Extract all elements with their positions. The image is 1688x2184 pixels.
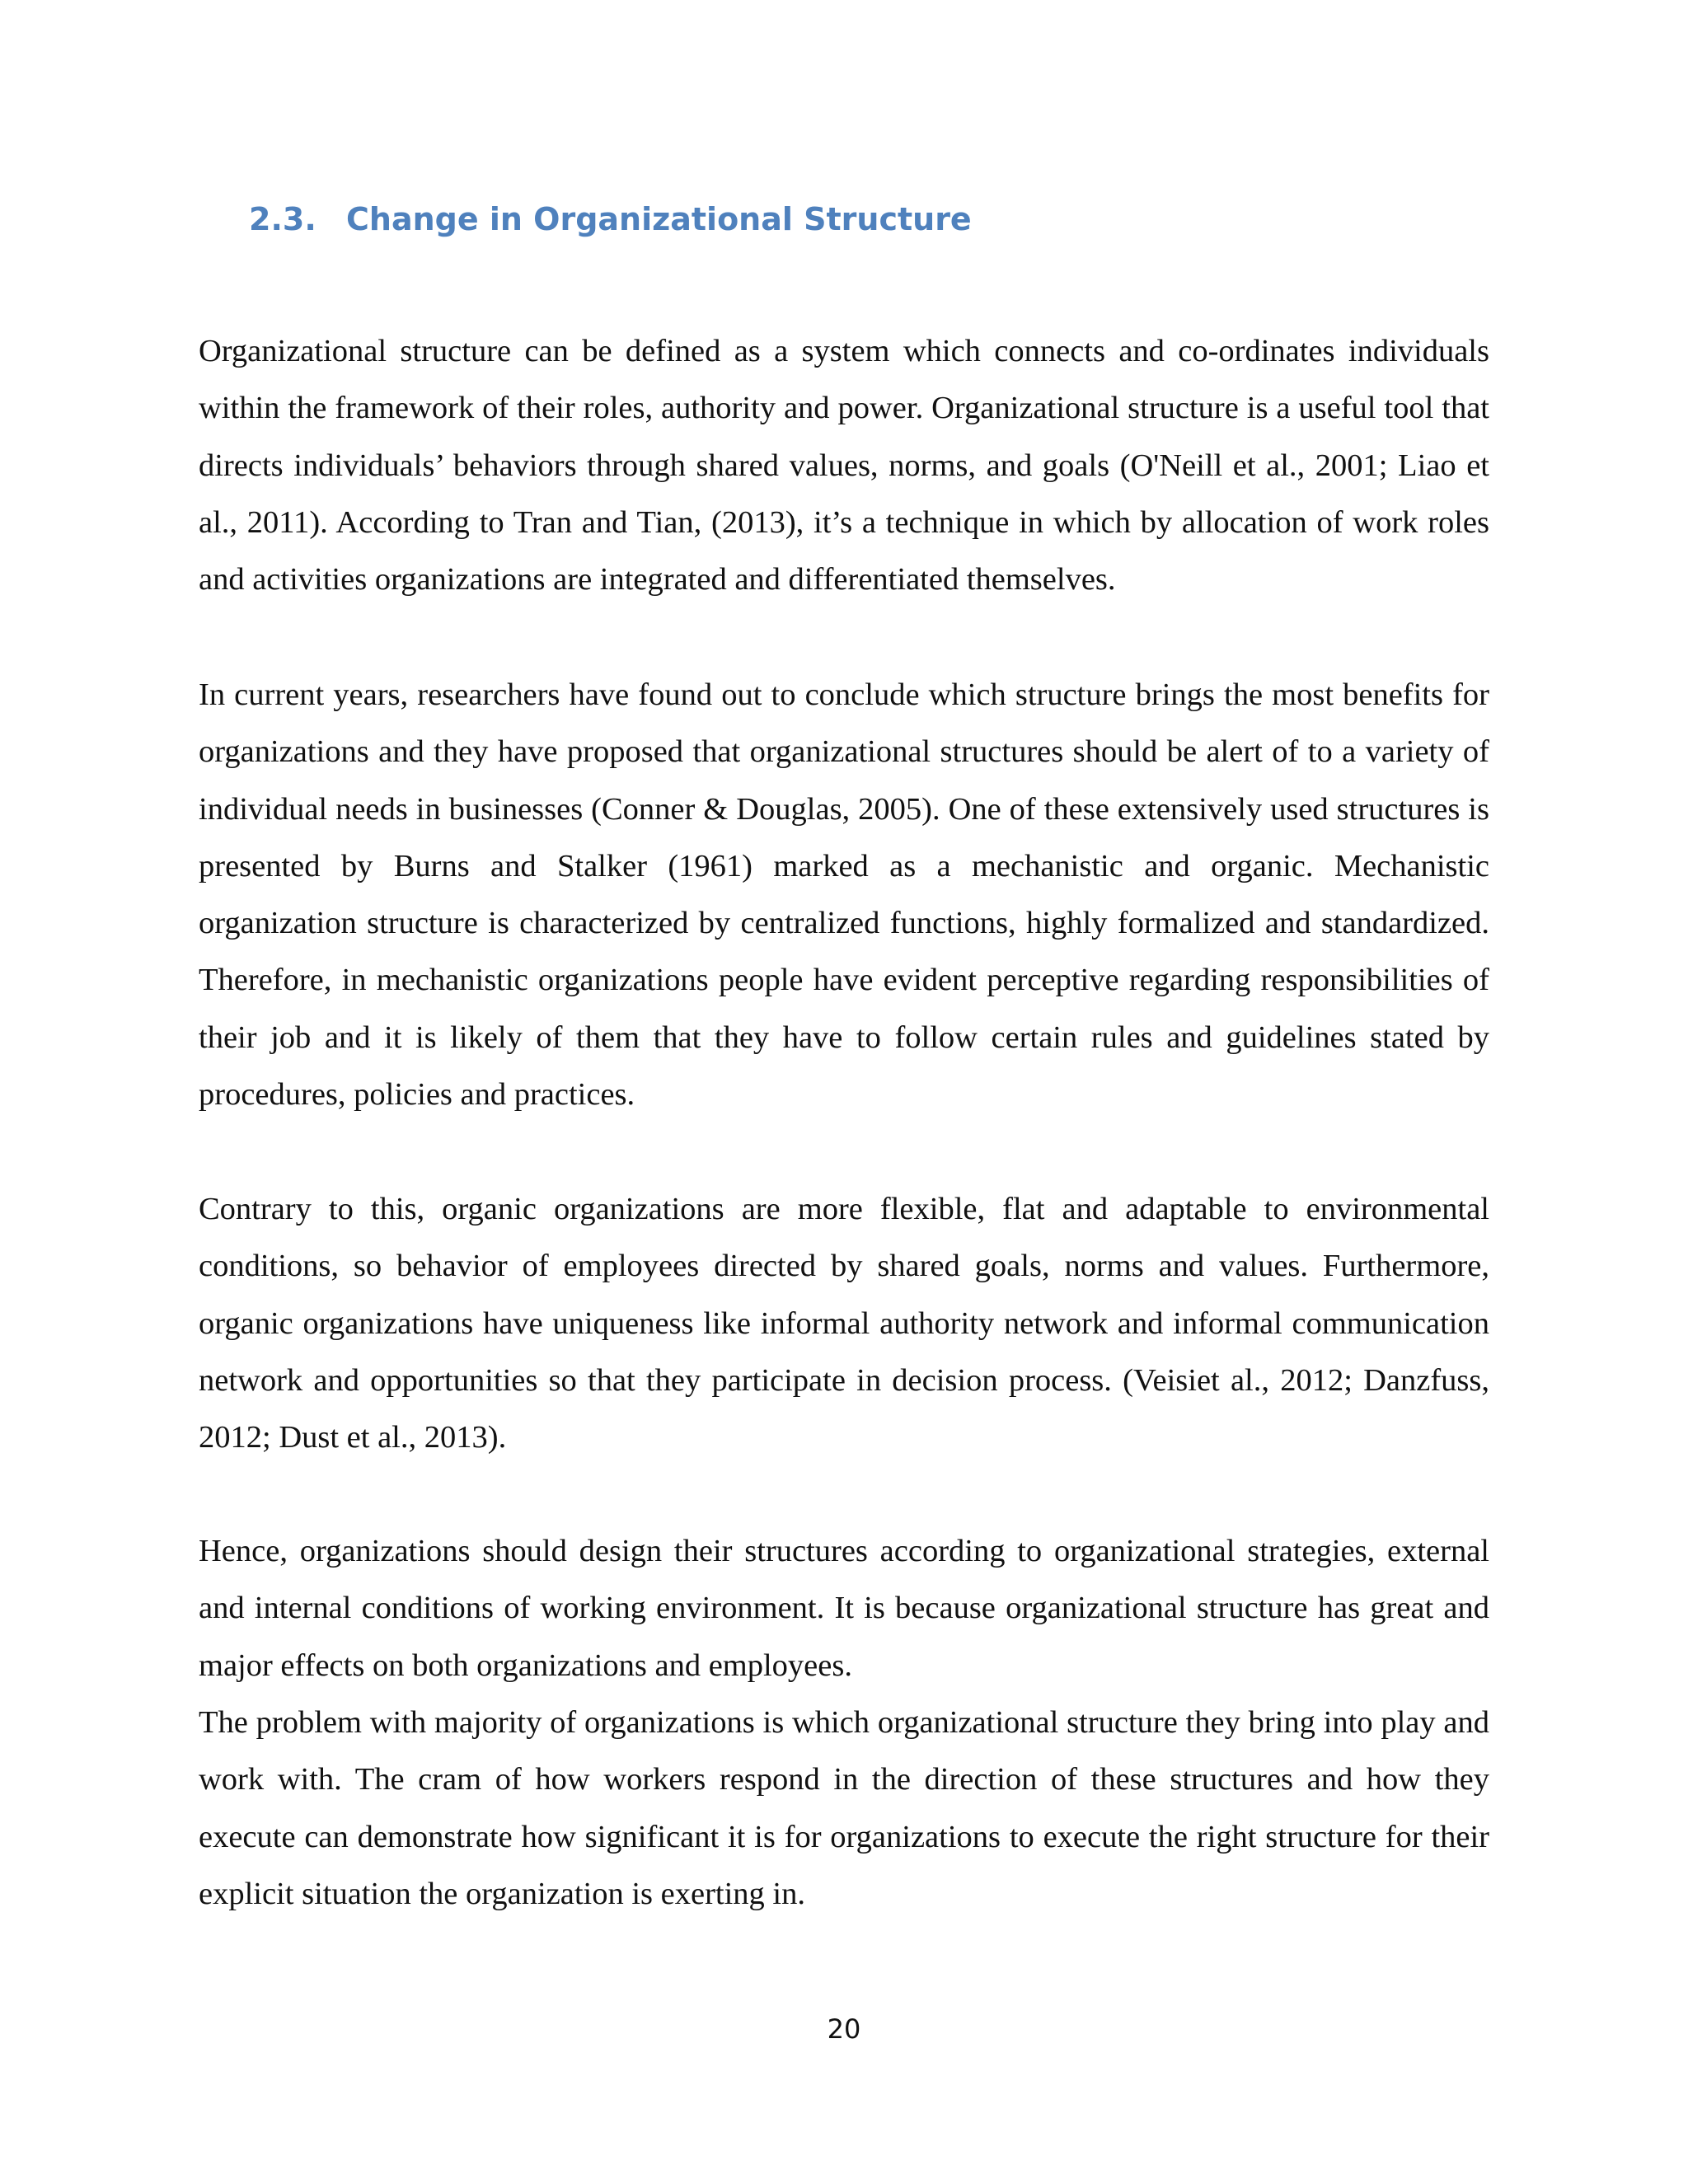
section-number: 2.3. bbox=[249, 201, 316, 237]
paragraph-mechanistic-organic: In current years, researchers have found out to conclude which structure brings the most benefits for organizations and they have proposed that organizational structures should be alert of to a variety of individual needs in businesses (Conner & Douglas, 2005). One of these extensively used structures is presented by Burns and Stalker (1961) marked as a mechanistic and organic. Mechanistic organization structure is characterized by centralized functions, highly formalized and standardized. Therefore, in mechanistic organizations people have evident perceptive regarding responsibilities of their job and it is likely of them that they have to follow certain rules and guidelines stated by procedures, policies and practices. bbox=[199, 677, 1489, 1113]
paragraph-design-structures: Hence, organizations should design their structures according to organizational strategies, external and internal conditions of working environment. It is because organizational structure has great and major effects on both organizations and employees. bbox=[199, 1534, 1489, 1683]
paragraph-structure-definition: Organizational structure can be defined as a system which connects and co-ordinates individuals within the framework of their roles, authority and power. Organizational structure is a useful tool that directs individuals’ behaviors through shared values, norms, and goals (O'Neill et al., 2001; Liao et al., 2011). According to Tran and Tian, (2013), it’s a technique in which by allocation of work roles and activities organizations are integrated and differentiated themselves. bbox=[199, 334, 1489, 598]
page-number: 20 bbox=[827, 2013, 861, 2045]
section-title: Change in Organizational Structure bbox=[346, 201, 972, 237]
paragraph-problem-statement: The problem with majority of organizations is which organizational structure they bring into play and work with. The cram of how workers respond in the direction of these structures and how they execute can demonstrate how significant it is for organizations to execute the right structure for their explicit situation the organization is exerting in. bbox=[199, 1705, 1489, 1911]
section-heading bbox=[249, 194, 972, 244]
paragraph-organic-organizations: Contrary to this, organic organizations are more flexible, flat and adaptable to environmental conditions, so behavior of employees directed by shared goals, norms and values. Furthermore, organic organizations have uniqueness like informal authority network and informal communication network and opportunities so that they participate in decision process. (Veisiet al., 2012; Danzfuss, 2012; Dust et al., 2013). bbox=[199, 1192, 1489, 1455]
